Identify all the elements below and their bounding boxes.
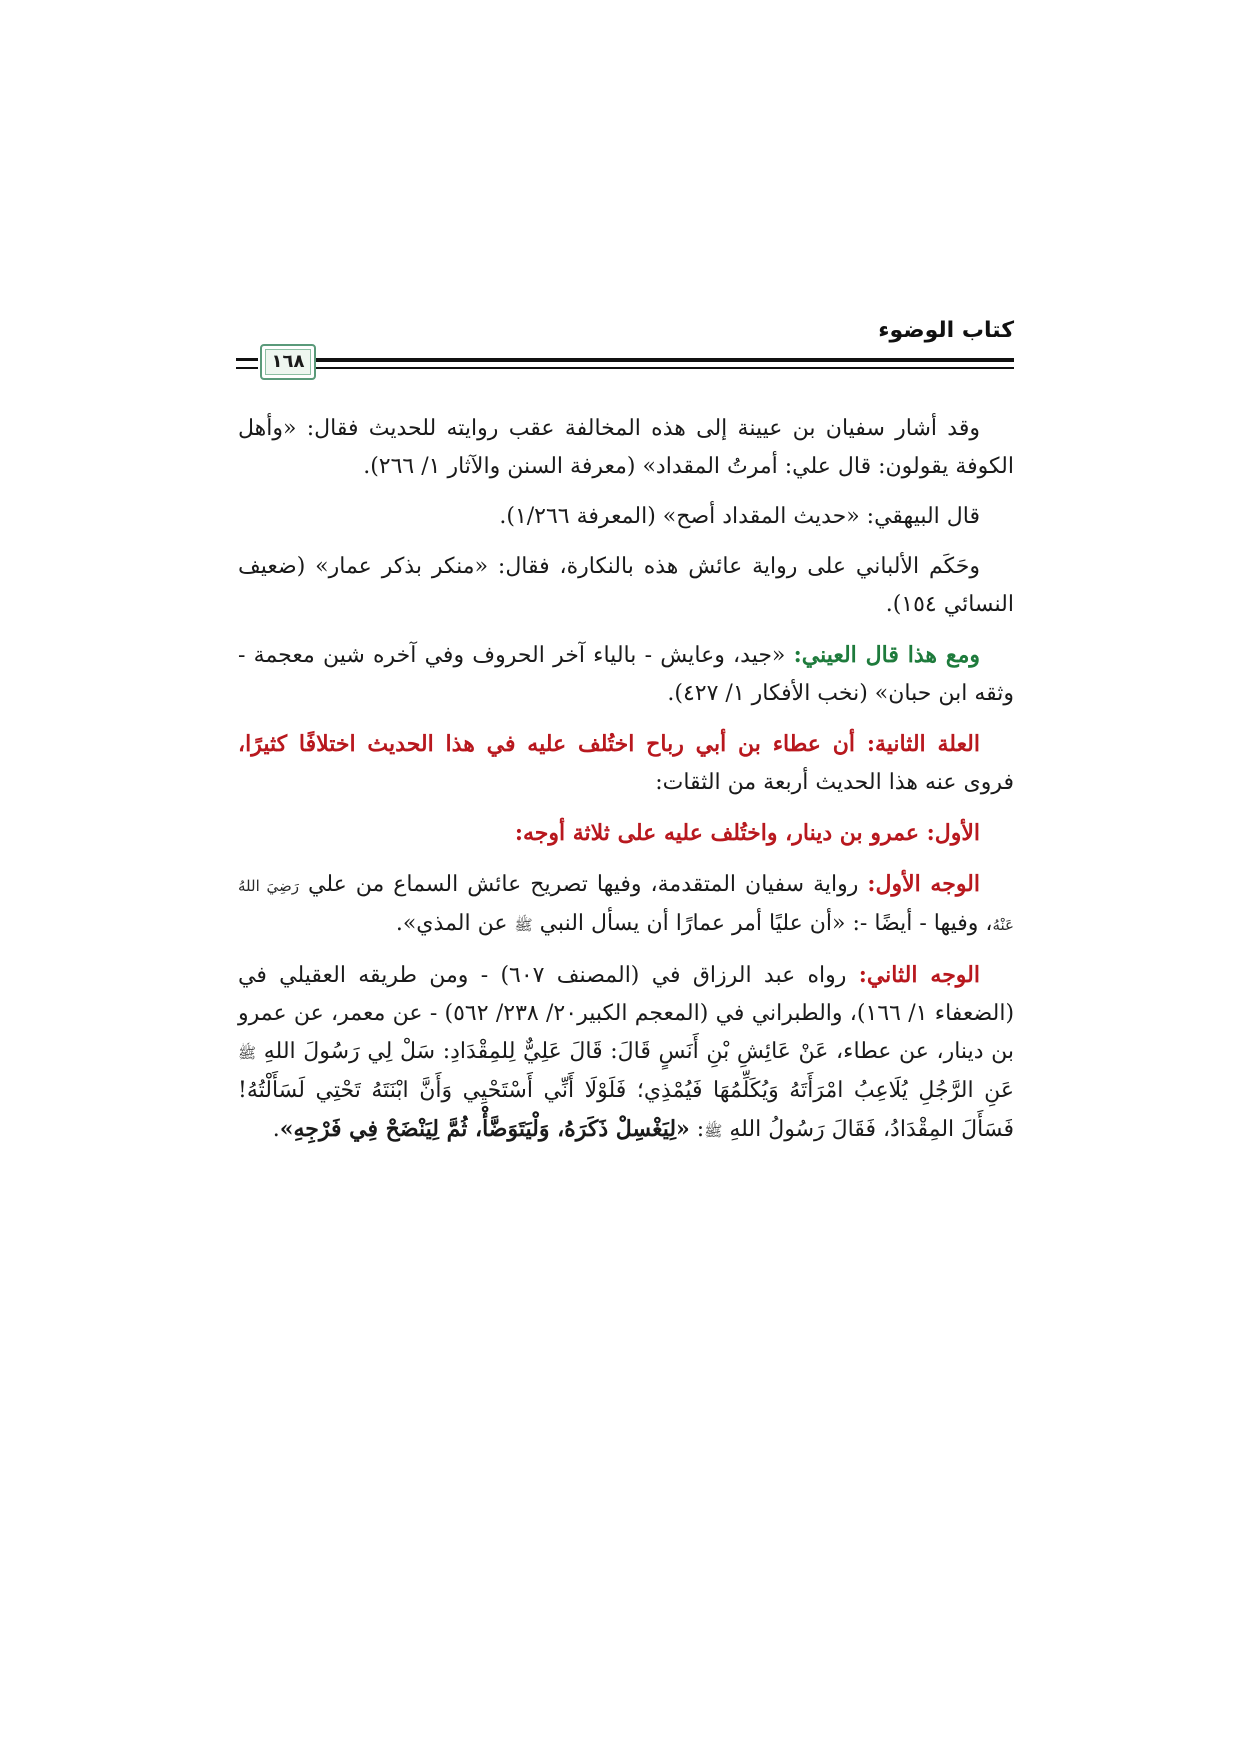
page-header <box>236 318 1014 378</box>
page-number: ١٦٨ <box>260 344 316 380</box>
paragraph-text: وحَكَم الألباني على رواية عائش هذه بالنكارة، فقال: «منكر بذكر عمار» (ضعيف النسائي ١٥٤). <box>238 554 1014 617</box>
paragraph-text: : <box>689 1117 705 1142</box>
header-rule-left-thin <box>236 367 258 369</box>
honorific-prophet: ﷺ <box>514 916 533 934</box>
header-rule-thick <box>314 358 1014 362</box>
label-second-aspect: الوجه الثاني: <box>858 962 980 988</box>
paragraph-text: عن المذي». <box>395 911 515 936</box>
hadith-quote: «لِيَغْسِلْ ذَكَرَهُ، وَلْيَتَوَضَّأْ، ثُمَّ لِيَنْضَحْ فِي فَرْجِهِ» <box>279 1116 690 1142</box>
honorific-prophet: ﷺ <box>704 1122 723 1140</box>
honorific-prophet: ﷺ <box>238 1044 257 1062</box>
paragraph-second-aspect <box>238 956 1014 1150</box>
paragraph-text: فروى عنه هذا الحديث أربعة من الثقات: <box>655 770 1014 795</box>
paragraph-text: عَنِ الرَّجُلِ يُلَاعِبُ امْرَأَتَهُ وَيُكَلِّمُهَا فَيُمْذِي؛ فَلَوْلَا أَنِّي أَسْتَحْيِي وَأَنَّ ابْنَتَهُ تَحْتِي لَسَأَلْتُهُ! فَسَأَلَ المِقْدَادُ، فَقَالَ رَسُولُ اللهِ <box>238 1078 1014 1142</box>
paragraph-albani <box>238 548 1014 624</box>
paragraph-text: قال البيهقي: «حديث المقداد أصح» (المعرفة ١/٢٦٦). <box>499 504 980 529</box>
header-rule-left-thick <box>236 358 258 361</box>
paragraph-text: وقد أشار سفيان بن عيينة إلى هذه المخالفة عقب روايته للحديث فقال: «وأهل الكوفة يقولون: قال علي: أمرتُ المقداد» (معرفة السنن والآثار ١/ ٢٦٦). <box>238 416 1014 479</box>
honorific-ali: رَضِيَ اللهُ عَنْهُ <box>238 877 1014 934</box>
paragraph-text: ، وفيها - أيضًا -: «أن عليًا أمر عمارًا أن يسأل النبي <box>532 911 993 936</box>
header-rule-thin <box>314 367 1014 369</box>
paragraph-second-defect <box>238 725 1014 802</box>
label-ayni: ومع هذا قال العيني: <box>793 642 980 668</box>
book-title: كتاب الوضوء <box>878 318 1014 343</box>
paragraph-text: رواية سفيان المتقدمة، وفيها تصريح عائش السماع من علي <box>299 872 868 897</box>
paragraph-first-narrator <box>238 814 1014 853</box>
page-body <box>238 410 1014 1162</box>
paragraph-sufyan <box>238 410 1014 486</box>
paragraph-first-aspect <box>238 865 1014 944</box>
paragraph-bayhaqi <box>238 498 1014 536</box>
paragraph-text: رواه عبد الرزاق في (المصنف ٦٠٧) - ومن طريقه العقيلي في (الضعفاء ١/ ١٦٦)، والطبراني في (المعجم الكبير٢٠/ ٢٣٨/ ٥٦٢) - عن معمر، عن عمرو بن دينار، عن عطاء، عَنْ عَائِشِ بْنِ أَنَسٍ قَالَ: قَالَ عَلِيٌّ لِلمِقْدَادِ: سَلْ لِي رَسُولَ اللهِ <box>238 963 1015 1064</box>
label-second-defect: العلة الثانية: أن عطاء بن أبي رباح اختُلف عليه في هذا الحديث اختلافًا كثيرًا، <box>238 731 980 757</box>
label-first-narrator: الأول: عمرو بن دينار، واختُلف عليه على ثلاثة أوجه: <box>514 820 980 846</box>
label-first-aspect: الوجه الأول: <box>867 871 980 897</box>
paragraph-ayni <box>238 636 1014 713</box>
paragraph-text: . <box>272 1117 280 1142</box>
paragraph-text: «جيد، وعايش - بالياء آخر الحروف وفي آخره شين معجمة - وثقه ابن حبان» (نخب الأفكار ١/ ٤٢٧). <box>238 643 1014 706</box>
